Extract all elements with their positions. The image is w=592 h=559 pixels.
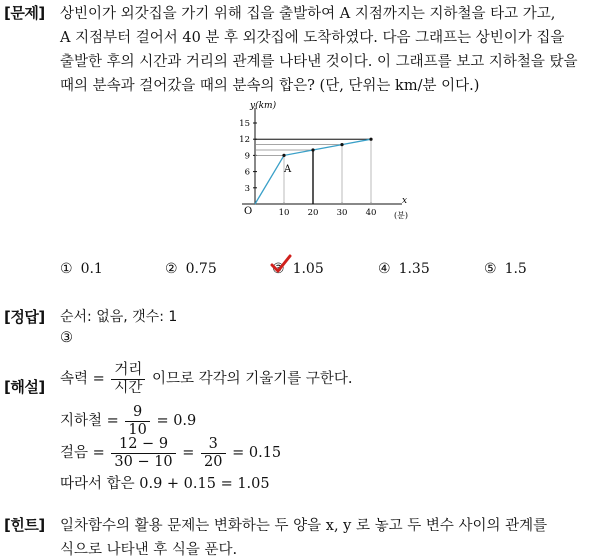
choice-5-value: 1.5 bbox=[504, 261, 527, 277]
speed-numerator: 거리 bbox=[111, 362, 145, 380]
subway-numerator: 9 bbox=[125, 404, 149, 422]
solution-subway-line bbox=[60, 404, 196, 438]
x-tick-label-30: 30 bbox=[336, 208, 348, 218]
distance-time-graph bbox=[222, 100, 422, 225]
solution-conclusion: 따라서 합은 0.9 + 0.15 = 1.05 bbox=[60, 476, 270, 492]
y-tick-label-3: 3 bbox=[244, 183, 250, 194]
problem-text-line-2: A 지점부터 걸어서 40 분 후 외갓집에 도착하였다. 다음 그래프는 상빈이가 집을 bbox=[60, 30, 565, 46]
data-point-40 bbox=[369, 138, 372, 141]
answer-line-1: 순서: 없음, 갯수: 1 bbox=[60, 309, 178, 325]
problem-text-line-1: 상빈이가 외갓집을 가기 위해 집을 출발하여 A 지점까지는 지하철을 타고 가고, bbox=[60, 6, 556, 22]
check-mark-icon bbox=[270, 254, 292, 274]
data-point-10 bbox=[282, 154, 285, 157]
hint-label: [힌트] bbox=[4, 516, 45, 534]
x-tick-label-10: 10 bbox=[278, 208, 290, 218]
speed-denominator: 시간 bbox=[114, 379, 143, 396]
choice-2[interactable] bbox=[165, 261, 217, 277]
solution-speed-line bbox=[60, 362, 353, 396]
choice-1-value: 0.1 bbox=[80, 261, 103, 277]
subway-denominator: 10 bbox=[128, 421, 147, 438]
hint-line-2: 식으로 나타낸 후 식을 푼다. bbox=[60, 542, 238, 558]
choice-3-value: 1.05 bbox=[292, 261, 324, 277]
subway-fraction bbox=[125, 404, 149, 438]
choice-1-number: ① bbox=[60, 261, 73, 277]
x-axis-label: x bbox=[402, 196, 408, 206]
hint-line-1: 일차함수의 활용 문제는 변화하는 두 양을 x, y 로 놓고 두 변수 사이의 관계를 bbox=[60, 518, 548, 534]
speed-fraction bbox=[111, 362, 145, 396]
choice-2-value: 0.75 bbox=[185, 261, 217, 277]
subway-rest: = 0.9 bbox=[156, 413, 197, 430]
x-axis-unit: (분) bbox=[394, 211, 408, 220]
data-point-20 bbox=[311, 148, 314, 151]
choice-4[interactable] bbox=[378, 261, 430, 277]
data-point-30 bbox=[340, 143, 343, 146]
choice-1[interactable] bbox=[60, 261, 103, 277]
speed-lhs: 속력 = bbox=[60, 371, 105, 388]
axis-ticks bbox=[239, 119, 376, 218]
solution-label: [해설] bbox=[4, 378, 45, 396]
walk-numerator-2: 3 bbox=[201, 436, 225, 454]
y-tick-label-9: 9 bbox=[244, 151, 250, 162]
x-tick-label-20: 20 bbox=[307, 208, 319, 218]
walk-rest: = 0.15 bbox=[232, 445, 282, 462]
walk-fraction-1 bbox=[111, 436, 175, 470]
problem-label: [문제] bbox=[4, 4, 45, 22]
walk-lhs: 걸음 = bbox=[60, 445, 105, 462]
choice-2-number: ② bbox=[165, 261, 178, 277]
answer-label: [정답] bbox=[4, 308, 45, 326]
walk-fraction-2 bbox=[201, 436, 225, 470]
answer-line-2: ③ bbox=[60, 330, 73, 346]
walk-equals: = bbox=[182, 445, 195, 462]
choice-5[interactable] bbox=[484, 261, 527, 277]
x-tick-label-40: 40 bbox=[365, 208, 377, 218]
y-tick-label-15: 15 bbox=[239, 119, 250, 129]
walk-denominator-1: 30 − 10 bbox=[114, 453, 173, 470]
speed-rest: 이므로 각각의 기울기를 구한다. bbox=[152, 371, 353, 388]
walk-numerator-1: 12 − 9 bbox=[111, 436, 175, 454]
walk-denominator-2: 20 bbox=[204, 453, 223, 470]
problem-text-line-4: 때의 분속과 걸어갔을 때의 분속의 합은? (단, 단위는 km/분 이다.) bbox=[60, 78, 480, 94]
y-tick-label-12: 12 bbox=[239, 135, 250, 146]
choice-5-number: ⑤ bbox=[484, 261, 497, 277]
problem-text-line-3: 출발한 후의 시간과 거리의 관계를 나타낸 것이다. 이 그래프를 보고 지하철을 탔을 bbox=[60, 54, 578, 70]
point-a-label: A bbox=[284, 164, 292, 175]
choice-3-number: ③ bbox=[272, 261, 285, 277]
origin-label: O bbox=[244, 206, 253, 217]
y-tick-label-6: 6 bbox=[244, 167, 250, 178]
subway-lhs: 지하철 = bbox=[60, 413, 119, 430]
solution-walk-line bbox=[60, 436, 281, 470]
y-axis-label: y(km) bbox=[250, 101, 277, 111]
choice-4-value: 1.35 bbox=[398, 261, 430, 277]
choice-4-number: ④ bbox=[378, 261, 391, 277]
